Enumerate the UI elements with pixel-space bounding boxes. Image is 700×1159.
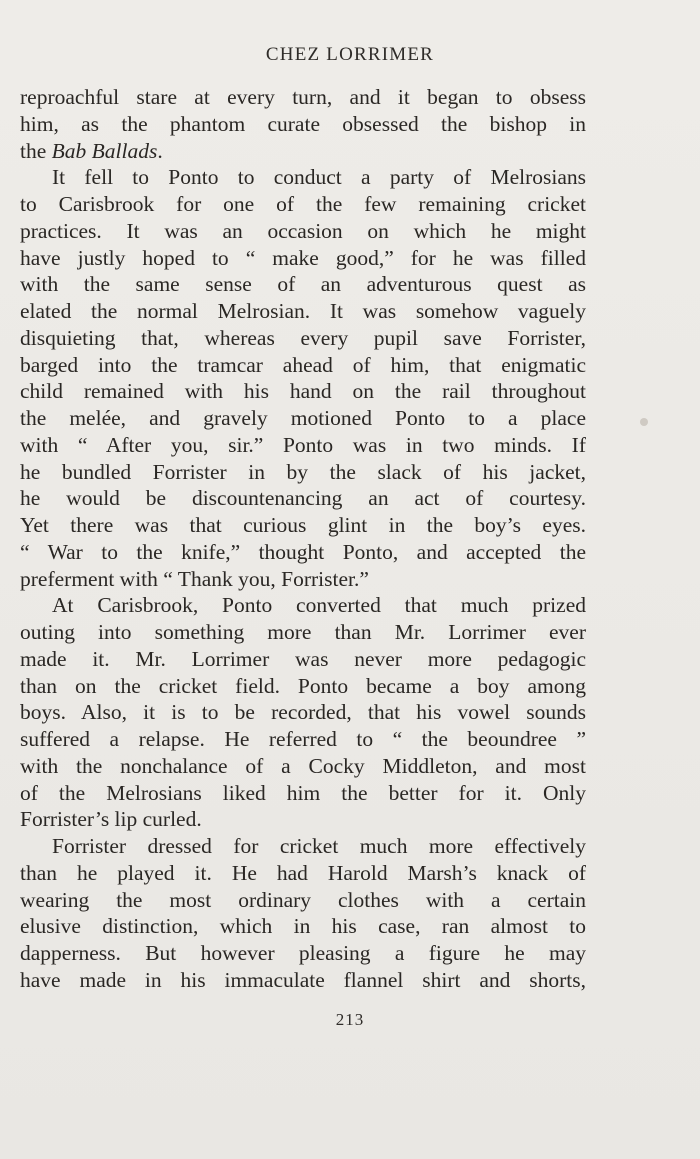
running-head: CHEZ LORRIMER [265,44,435,65]
paper-blemish [640,418,648,426]
text-line: “ War to the knife,” thought Ponto, and accepted the [20,539,586,564]
text-line: to Carisbrook for one of the few remaining cricket [20,192,586,216]
italic-title: Bab Ballads [51,138,158,163]
text-line: Yet there was that curious glint in the boy’s eyes. [20,513,586,537]
text-line: elated the normal Melrosian. It was somehow vaguely [20,299,586,323]
text-segment: the [20,138,52,163]
text-line: barged into the tramcar ahead of him, that enigmatic [20,352,586,377]
text-line: Forrister’s lip curled. [20,807,202,832]
text-line: of the Melrosians liked him the better for it. Only [20,780,586,805]
text-line: It fell to Ponto to conduct a party of Melrosians [52,165,586,190]
text-line: At Carisbrook, Ponto converted that much prized [52,593,586,618]
text-segment: . [157,138,163,163]
text-line: have justly hoped to “ make good,” for he was filled [20,245,586,270]
text-line: made it. Mr. Lorrimer was never more pedagogic [20,646,586,671]
text-line: with the nonchalance of a Cocky Middleton, and most [20,753,586,778]
text-line: preferment with “ Thank you, Forrister.” [20,566,369,591]
text-line [20,138,586,165]
text-line: than he played it. He had Harold Marsh’s knack of [20,860,586,885]
text-line: he would be discountenancing an act of courtesy. [20,486,586,511]
text-line: outing into something more than Mr. Lorrimer ever [20,620,586,644]
text-line: boys. Also, it is to be recorded, that his vowel sounds [20,700,586,725]
text-line: wearing the most ordinary clothes with a certain [20,887,586,912]
text-line: Forrister dressed for cricket much more effectively [52,834,586,858]
text-line: dapperness. But however pleasing a figure he may [20,941,586,965]
text-line: child remained with his hand on the rail throughout [20,379,586,404]
text-line: than on the cricket field. Ponto became a boy among [20,673,586,698]
page-number: 213 [335,1010,365,1029]
text-line: he bundled Forrister in by the slack of his jacket, [20,459,586,484]
text-line: reproachful stare at every turn, and it began to obsess [20,85,586,109]
text-line: him, as the phantom curate obsessed the bishop in [20,111,586,136]
text-line: suffered a relapse. He referred to “ the beoundree ” [20,727,586,751]
text-line: with the same sense of an adventurous quest as [20,272,586,297]
body-text [20,84,586,994]
text-line: disquieting that, whereas every pupil save Forrister, [20,325,586,350]
text-line: the melée, and gravely motioned Ponto to a place [20,406,586,430]
text-line: practices. It was an occasion on which he might [20,218,586,243]
text-line: with “ After you, sir.” Ponto was in two minds. If [20,432,586,457]
text-line: elusive distinction, which in his case, ran almost to [20,914,586,939]
text-line: have made in his immaculate flannel shirt and shorts, [20,967,586,992]
